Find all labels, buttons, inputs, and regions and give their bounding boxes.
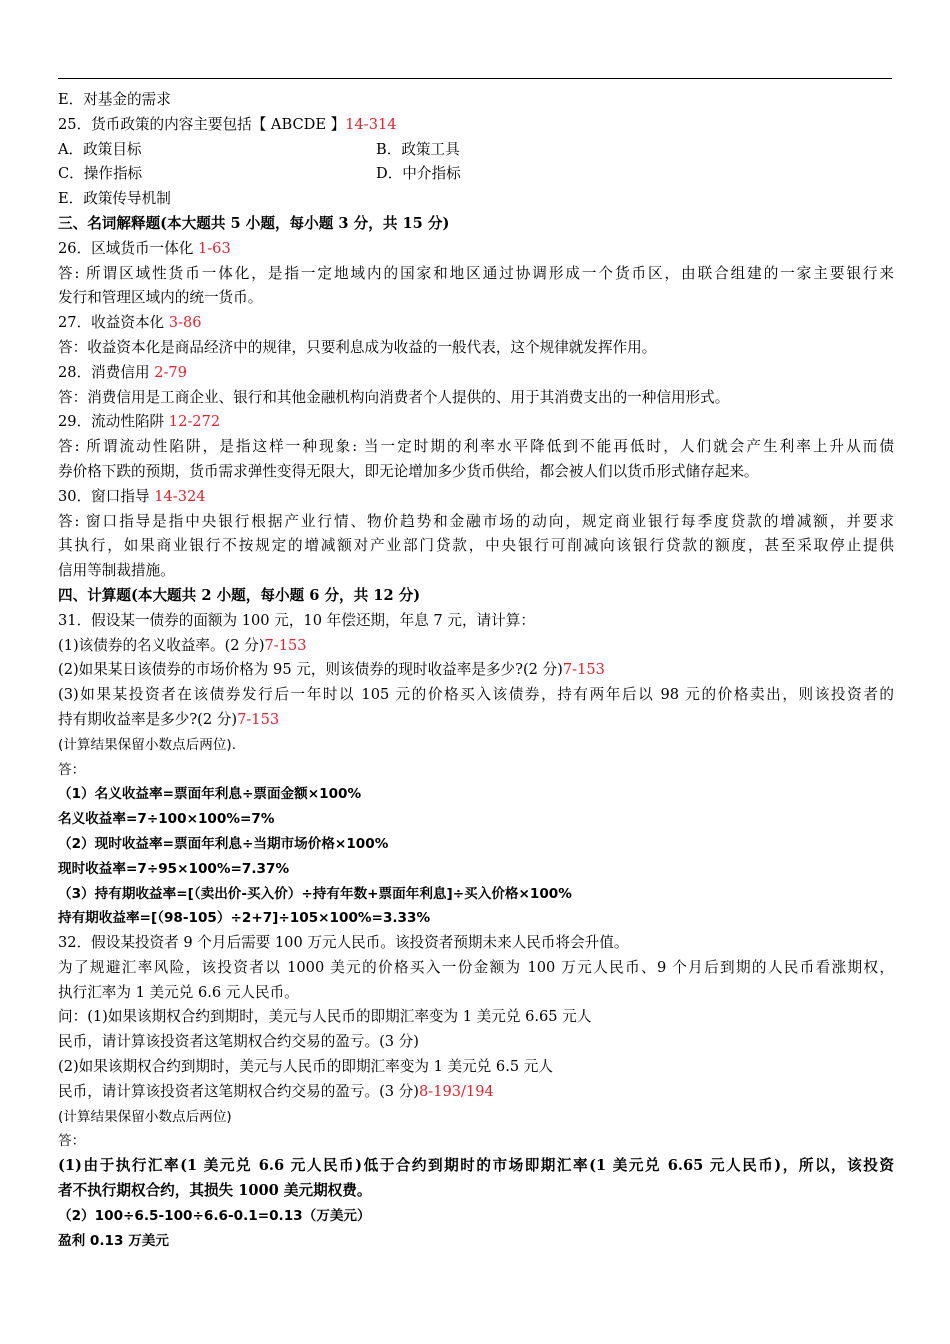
answer-label: 答： (58, 1133, 86, 1150)
note-line: (计算结果保留小数点后两位) (58, 1108, 232, 1125)
formula-line: （1）名义收益率=票面年利息÷票面金额×100% (58, 786, 362, 803)
question-30: 30．窗口指导 14-324 (58, 487, 206, 505)
option-row (58, 138, 894, 163)
option-line: E．对基金的需求 (58, 91, 171, 108)
page-reference: 7-153 (264, 636, 307, 654)
question-line: 执行汇率为 1 美元兑 6.6 元人民币。 (58, 983, 299, 1001)
formula-line: （3）持有期收益率=[（卖出价-买入价）÷持有年数+票面年利息]÷买入价格×100% (58, 885, 572, 902)
sub-question: (3)如果某投资者在该债券发行后一年时以 105 元的价格买入该债券，持有两年后以 98 元的价格卖出，则该投资者的 (58, 686, 894, 704)
sub-question: 问：(1)如果该期权合约到期时，美元与人民币的即期汇率变为 1 美元兑 6.65 元人 (58, 1008, 592, 1026)
formula-line: （2）现时收益率=票面年利息÷当期市场价格×100% (58, 835, 389, 852)
option-b: B．政策工具 (376, 140, 460, 158)
sub-question: 持有期收益率是多少?(2 分)7-153 (58, 710, 280, 728)
question-28: 28．消费信用 2-79 (58, 363, 187, 381)
page-reference: 7-153 (237, 710, 280, 728)
sub-question: 民币，请计算该投资者这笔期权合约交易的盈亏。(3 分)8-193/194 (58, 1082, 494, 1100)
answer-line: 答：消费信用是工商企业、银行和其他金融机构向消费者个人提供的、用于其消费支出的一种信用形式。 (58, 388, 730, 406)
page-reference: 7-153 (562, 661, 605, 679)
question-29: 29．流动性陷阱 12-272 (58, 413, 221, 431)
page-reference: 14-324 (154, 487, 206, 505)
option-line: E．政策传导机制 (58, 190, 171, 208)
document-body (58, 88, 894, 1253)
question-27: 27．收益资本化 3-86 (58, 314, 202, 332)
answer-line: 信用等制裁措施。 (58, 562, 175, 580)
answer-line: 答：收益资本化是商品经济中的规律，只要利息成为收益的一般代表，这个规律就发挥作用。 (58, 338, 657, 356)
option-d: D．中介指标 (376, 165, 461, 183)
option-a: A．政策目标 (58, 140, 142, 158)
sub-question: (1)该债券的名义收益率。(2 分)7-153 (58, 636, 307, 654)
note-line: (计算结果保留小数点后两位). (58, 736, 237, 753)
question-25: 25．货币政策的内容主要包括【 ABCDE 】14-314 (58, 115, 397, 133)
question-32: 32．假设某投资者 9 个月后需要 100 万元人民币。该投资者预期未来人民币将会升值。 (58, 934, 629, 952)
formula-line: 盈利 0.13 万美元 (58, 1232, 169, 1249)
section-heading: 四、计算题(本大题共 2 小题，每小题 6 分，共 12 分) (58, 586, 421, 604)
formula-line: 现时收益率=7÷95×100%=7.37% (58, 860, 290, 877)
page-reference: 8-193/194 (418, 1082, 494, 1100)
answer-line: 答: 所谓流动性陷阱，是指这样一种现象: 当一定时期的利率水平降低到不能再低时，人们就会产生利率上升从而债 (58, 438, 894, 456)
page-reference: 2-79 (154, 363, 187, 381)
page-reference: 12-272 (168, 413, 221, 431)
formula-line: （2）100÷6.5-100÷6.6-0.1=0.13（万美元） (58, 1207, 371, 1224)
answer-line: 发行和管理区域内的统一货币。 (58, 289, 263, 307)
sub-question: (2)如果该期权合约到期时，美元与人民币的即期汇率变为 1 美元兑 6.5 元人 (58, 1058, 553, 1076)
option-row (58, 162, 894, 187)
section-heading: 三、名词解释题(本大题共 5 小题，每小题 3 分，共 15 分) (58, 214, 450, 232)
question-line: 为了规避汇率风险，该投资者以 1000 美元的价格买入一份金额为 100 万元人民币、9 个月后到期的人民币看涨期权， (58, 958, 894, 976)
question-26: 26．区域货币一体化 1-63 (58, 239, 231, 257)
answer-line: 答: 所谓区域性货币一体化，是指一定地域内的国家和地区通过协调形成一个货币区，由联合组建的一家主要银行来 (58, 264, 894, 282)
answer-line: 者不执行期权合约，其损失 1000 美元期权费。 (58, 1182, 372, 1200)
header-rule (58, 78, 892, 79)
sub-question: (2)如果某日该债券的市场价格为 95 元，则该债券的现时收益率是多少?(2 分)7-153 (58, 661, 605, 679)
option-c: C．操作指标 (58, 165, 143, 183)
answer-line: 答: 窗口指导是指中央银行根据产业行情、物价趋势和金融市场的动向，规定商业银行每季度贷款的增减额，并要求 (58, 512, 894, 530)
sub-question: 民币，请计算该投资者这笔期权合约交易的盈亏。(3 分) (58, 1033, 419, 1051)
answer-line: 券价格下跌的预期，货币需求弹性变得无限大，即无论增加多少货币供给，都会被人们以货币形式储存起来。 (58, 462, 759, 480)
answer-line: 其执行，如果商业银行不按规定的增减额对产业部门贷款，中央银行可削减向该银行贷款的额度，甚至采取停止提供 (58, 537, 894, 555)
question-31: 31．假设某一债券的面额为 100 元，10 年偿还期，年息 7 元，请计算： (58, 611, 535, 629)
page-reference: 3-86 (168, 314, 202, 332)
answer-line: (1)由于执行汇率(1 美元兑 6.6 元人民币)低于合约到期时的市场即期汇率(1 美元兑 6.65 元人民币)，所以，该投资 (58, 1157, 894, 1175)
formula-line: 名义收益率=7÷100×100%=7% (58, 811, 275, 828)
page-reference: 1-63 (197, 239, 231, 257)
page-reference: 14-314 (345, 115, 397, 133)
answer-label: 答： (58, 761, 86, 778)
formula-line: 持有期收益率=[（98-105）÷2+7]÷105×100%=3.33% (58, 910, 431, 927)
